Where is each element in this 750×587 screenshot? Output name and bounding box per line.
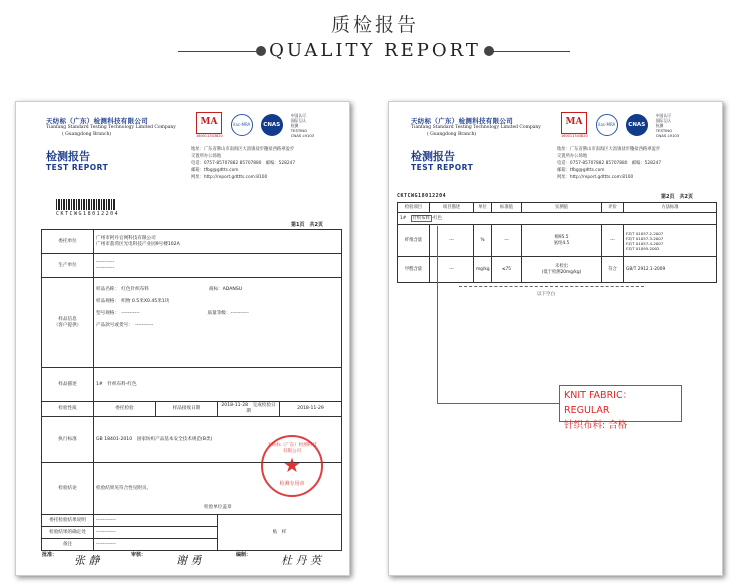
sample-row-cell: 1# 针织布料 -红色: [398, 213, 717, 225]
nature-label: 检验性质: [42, 402, 94, 417]
col-header: 评价: [602, 203, 624, 213]
col-header: 标准值: [492, 203, 522, 213]
approve-signature: 张 静: [74, 554, 100, 567]
report-title-cn: 检测报告: [46, 150, 90, 163]
report-title-cn: 检测报告: [411, 150, 455, 163]
client-value: 广州市阿丹官网科技有限公司 广州市荔湾区光电科技产业园9号楼102A: [94, 230, 342, 254]
page-number: 第2页 共2页: [661, 194, 693, 200]
col-header: 检验项目: [398, 203, 430, 213]
report-title-en: TEST REPORT: [411, 163, 474, 172]
cnas-logo: CNAS: [261, 114, 283, 136]
stamp-star-icon: ★: [283, 453, 301, 477]
report-barcode: [56, 199, 116, 210]
editor-label: 编制：: [236, 552, 252, 558]
conclusion-label: 检验结论: [42, 463, 94, 515]
finish-date-value: 2018-11-29: [280, 402, 342, 417]
results-table: [397, 202, 717, 283]
issue-label: 检验单位盖章: [204, 505, 232, 510]
lab-name-cn: 天纺标（广东）检测科技有限公司: [46, 117, 148, 125]
header-title-en: QUALITY REPORT: [269, 40, 481, 61]
sample-info-value: 样品名称： 红色针织布料 商标：ADANSU 样品规格： 织物 0.5米X0.45米1块 型号规格： ----------- 质量等级：----------- 产品款号或货号： -----------: [94, 278, 342, 368]
cma-logo: MA 160011343820: [196, 112, 223, 138]
report-code: CKTCWG18012204: [56, 211, 120, 217]
table-row: 纤维含量 --- % --- 棉95.5 氨纶4.5 --- FZ/T 01057.2-2007 FZ/T 01057.3-2007 FZ/T 01057.4-2007 FZ/T 01095-2002: [398, 225, 717, 257]
standard-value: GB 18401-2010 国家纺织产品基本安全技术规范(B类): [94, 417, 342, 463]
client-label: 委托单位: [42, 230, 94, 254]
editor-signature: 杜 丹 英: [281, 554, 321, 567]
sample-desc-label: 样品描述: [42, 368, 94, 402]
callout-line-cn: 针织布料: 合格: [564, 420, 628, 431]
end-divider: [459, 286, 644, 287]
callout-connector-horizontal: [437, 403, 559, 404]
lab-name-en-branch: ( Guangdong Branch): [62, 132, 112, 137]
remark-value: ------------: [94, 539, 218, 551]
col-header: 方法标准: [624, 203, 717, 213]
page-header: [0, 0, 750, 80]
nature-value: 委托检验: [94, 402, 156, 417]
table-row: 甲醛含量 --- mg/kg ≤75 未检出 (低于检测20mg/kg) 符合 GB/T 2912.1-2009: [398, 257, 717, 283]
sample-row: [398, 213, 717, 225]
review-signature: 谢 勇: [176, 554, 202, 567]
standard-label: 执行标准: [42, 417, 94, 463]
test-report-page-2: [388, 101, 723, 576]
sample-info-label: 样品信息 （客户提供）: [42, 278, 94, 368]
recv-date-value: 2018-11-28 完成检验日期: [218, 402, 280, 417]
ilac-mra-logo: ilac-MRA: [231, 114, 253, 136]
report-no: CKTCWG18012204: [397, 193, 447, 199]
lab-name-en: Tianfang Standard Testing Technology Limited Company: [411, 125, 541, 130]
lab-name-en: Tianfang Standard Testing Technology Limited Company: [46, 125, 176, 130]
sample-desc-value: 1# 针织布料-红色: [94, 368, 342, 402]
cnas-text: 中国认可 国际互认 检测 TESTING CNAS L9103: [655, 112, 680, 138]
test-report-page-1: [15, 101, 350, 576]
row-b-label: 检验结果的确定处: [42, 527, 94, 539]
col-header: 实测值: [522, 203, 602, 213]
sample-attach-cell: 贴 样: [218, 515, 342, 551]
lab-name-cn: 天纺标（广东）检测科技有限公司: [411, 117, 513, 125]
header-title-cn: 质检报告: [330, 14, 419, 36]
remark-label: 备注: [42, 539, 94, 551]
cnas-logo: CNAS: [626, 114, 648, 136]
cnas-text: 中国认可 国际互认 检测 TESTING CNAS L9103: [290, 112, 315, 138]
col-header: 单位: [474, 203, 492, 213]
approve-label: 批准：: [42, 552, 58, 558]
page-number: 第1页 共2页: [291, 222, 323, 228]
lab-address: 地址：广东省佛山市南海区大沥镇盐步穗盐西路翠盈步 交置所办公场地 电话：0757-85707882 85707880 邮编：528247 邮箱：tfbg@gdtts.com 网址：http://report.gdttts.com:8100: [191, 147, 296, 180]
lab-name-en-branch: ( Guangdong Branch): [427, 132, 477, 137]
report-main-table: [41, 229, 342, 551]
ilac-mra-logo: ilac-MRA: [596, 114, 618, 136]
row-a-label: 委托检验结果说明: [42, 515, 94, 527]
blank-note: 以下空白: [537, 292, 555, 297]
report-title-en: TEST REPORT: [46, 163, 109, 172]
callout-box: [559, 385, 682, 431]
callout-line-en: KNIT FABRIC：REGULAR: [564, 390, 633, 416]
lab-address: 地址：广东省佛山市南海区大沥镇盐步穗盐西路翠盈步 交置所办公场地 电话：0757-85707882 85707880 邮编：528247 邮箱：tfbg@gdtts.com 网址：http://report.gdttts.com:8100: [557, 147, 662, 180]
conclusion-value: 检验结果见符合性见附页。 检验单位盖章: [94, 463, 342, 515]
callout-connector-vertical: [437, 226, 438, 404]
cma-logo: MA 160011343820: [561, 112, 588, 138]
official-stamp: 天纺标（广东）检测科技有限公司 ★ 检测专用章: [261, 435, 323, 497]
cert-logos: [196, 112, 314, 138]
row-a-value: ------------: [94, 515, 218, 527]
results-header-row: [398, 203, 717, 213]
producer-value: ----------- -----------: [94, 254, 342, 278]
review-label: 审核：: [131, 552, 147, 558]
cert-logos: [561, 112, 679, 138]
header-rule-right: [492, 51, 570, 52]
sample-highlight: 针织布料: [412, 215, 430, 221]
recv-date-label: 样品接收日期: [156, 402, 218, 417]
row-b-value: ------------: [94, 527, 218, 539]
col-header: 项目描述: [430, 203, 474, 213]
producer-label: 生产单位: [42, 254, 94, 278]
